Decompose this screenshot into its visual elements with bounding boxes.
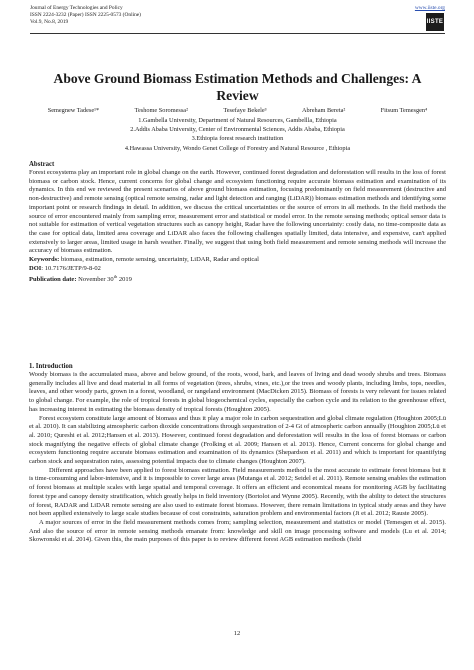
affiliation: 4.Hawassa University, Wondo Genet College of Forestry and Natural Resource , Ethiopia (124, 144, 351, 152)
journal-issn: ISSN 2224-3232 (Paper) ISSN 2225-0573 (Online) (30, 12, 141, 18)
publication-date-line (29, 273, 446, 285)
journal-website-link[interactable]: www.iiste.org (414, 5, 445, 11)
author-name: Semegnew Tadese¹* (47, 107, 100, 114)
keywords-text: biomass, estimation, remote sensing, uncertainty, LiDAR, Radar and optical (59, 256, 259, 264)
introduction-section (29, 362, 446, 545)
journal-header (30, 5, 141, 26)
title-line-1: Above Ground Biomass Estimation Methods and Challenges: A (53, 71, 422, 86)
intro-paragraph: A major sources of error in the field measurement methods comes from; sampling selection, measurement and statistics or model (Temesgen et al. 2015). And also the source of error in remote sensing methods emanate from: knowledge and skill on image processing software and models (Lu et al. 2014; Skowronski et al. 2014). Given this, the main purposes of this paper is to review different forest AGB estimation methods (field (29, 518, 446, 544)
author-name: Tesefaye Bekele³ (223, 107, 267, 114)
journal-volume: Vol.9, No.8, 2019 (30, 19, 69, 25)
header-divider (30, 33, 445, 34)
paper-title (30, 70, 445, 104)
publication-date-post: 2019 (117, 276, 132, 284)
affiliation: 2.Addis Ababa University, Center of Environmental Sciences, Addis Ababa, Ethiopia (130, 126, 345, 134)
affiliation: 3.Ethiopia forest research institution (191, 135, 284, 143)
affiliation-list (30, 116, 445, 153)
publication-date-label: Publication date: (29, 276, 77, 284)
abstract-body: Forest ecosystems play an important role in global change on the earth. However, continued forest degradation and deforestation will results in the loss of forest biomass or carbon stock. Hence, current concerns for global change and ecosystem functioning require accurate biomass estimation and examination of its dynamics. In this end we reviewed the present scenarios of above ground biomass estimation, focusing predominantly on field measurement (destructive and non-destructive) and remote sensing (optical remote sensing, radar and light detection and ranging (LiDAR)) biomass estimation methods and identifying some important point or research findings in detail. In addition, we discuss the critical uncertainties or the source of errors in all methods. In the field methods the source of error encountered mainly from sampling error, measurement error and statistical or model error. In the remote sensing methods; optical sensor data is not suitable for estimation of vertical vegetation structures such as canopy height, Radar have the following uncertainty: costly data, no time-composite data as the case for optical data, limited area coverage and LiDAR also faces the following challenges spatially limited, data intensive, and expensive, can't applied extensively to larger areas, limited usage in harsh weather. Finally, we suggest that using both field measurement and remote sensing methods will increase the accuracy of biomass estimation. (29, 169, 446, 255)
journal-name: Journal of Energy Technologies and Policy (30, 5, 123, 11)
doi-line (29, 265, 446, 274)
introduction-heading: 1. Introduction (29, 363, 73, 370)
keywords-line (29, 256, 446, 265)
author-list (30, 107, 445, 114)
page-number: 12 (233, 630, 241, 637)
publication-date-pre: November 30 (76, 276, 114, 284)
abstract-heading: Abstract (29, 161, 55, 168)
intro-paragraph: Woody biomass is the accumulated mass, above and below ground, of the roots, wood, bark, and leaves of living and dead woody shrubs and trees. Biomass generally includes all live and dead material in all forms of vegetation (trees, shrubs, vines, etc.),or the trees and woody plants, including limbs, tops, needles, leaves, and other woody parts, grown in a forest, woodland, or rangeland environment (MacDicken 2015). Biomass of forests is very relevant for issues related to global change. For example, the role of tropical forests in global biogeochemical cycles, especially the carbon cycle and its relation to the greenhouse effect, has increasing interest in estimating the biomass density of tropical forests (Houghton 2005). (29, 371, 446, 413)
affiliation: 1.Gambella University, Department of Natural Resources, Gambellla, Ethiopia (138, 117, 337, 124)
author-name: Teshome Soromessa² (134, 107, 188, 114)
title-line-2: Review (216, 88, 259, 103)
doi-label: DOI (29, 264, 42, 272)
author-name: Abreham Bereta² (301, 107, 346, 114)
intro-paragraph: Forest ecosystem constitute large amount of biomass and thus it play a major role in carbon sequestration and global climate regulation (Houghton 2005;Lü et al. 2010). It can stabilizing atmospheric carbon dioxide concentrations through sequestration of 2-4 Gt of atmospheric carbon annually (Houghton 2005;Lü et al. 2010; Qureshi et al. 2012;Hansen et al. 2013). However, continued forest degradation and deforestation will results in the loss of forest biomass or carbon stock magnifying the negative effects of global climate change (Frolking et al. 2009; Hansen et al. 2013). Hence, Current concerns for global change and ecosystem functioning require accurate biomass estimation and examination of its dynamics (Shepardson et al. 2011) and which is important for quantifying carbon stock and sequestration rates, assessing potential impacts due to climate changes (Houghton 2007). (29, 414, 446, 466)
doi-value[interactable]: : 10.7176/JETP/9-8-02 (41, 264, 101, 272)
intro-paragraph: Different approaches have been applied to forest biomass estimation. Field measurements method is the most accurate to estimate forest biomass but it is time-consuming and labor-intensive, and it is impossible to cover large areas (Mutanga et al. 2012; Seidel et al. 2011). Remote sensing enables the estimation of forest biomass at multiple scales with large spatial and temporal coverage. It offers an efficient and economical means for monitoring AGB by facilitating forest type and canopy density stratification, which greatly helps in field inventory (Bortolot and Wynne 2005). Recently, with the ability to detect the structures of forest, RADAR and LiDAR remote sensing are also used to estimate forest biomass. However, there remain limitations in typical study areas and they have not been applied extensively to large scale studies because of cost constraints, saturation problem and environmental factors (Ji et al. 2012; Rauste 2005). (29, 466, 446, 518)
author-name: Fitsum Temesgen⁴ (380, 107, 428, 114)
abstract-section (29, 160, 446, 285)
iiste-logo: IISTE (426, 13, 444, 31)
keywords-label: Keywords: (29, 256, 60, 264)
publication-date-sup: th (113, 274, 118, 280)
